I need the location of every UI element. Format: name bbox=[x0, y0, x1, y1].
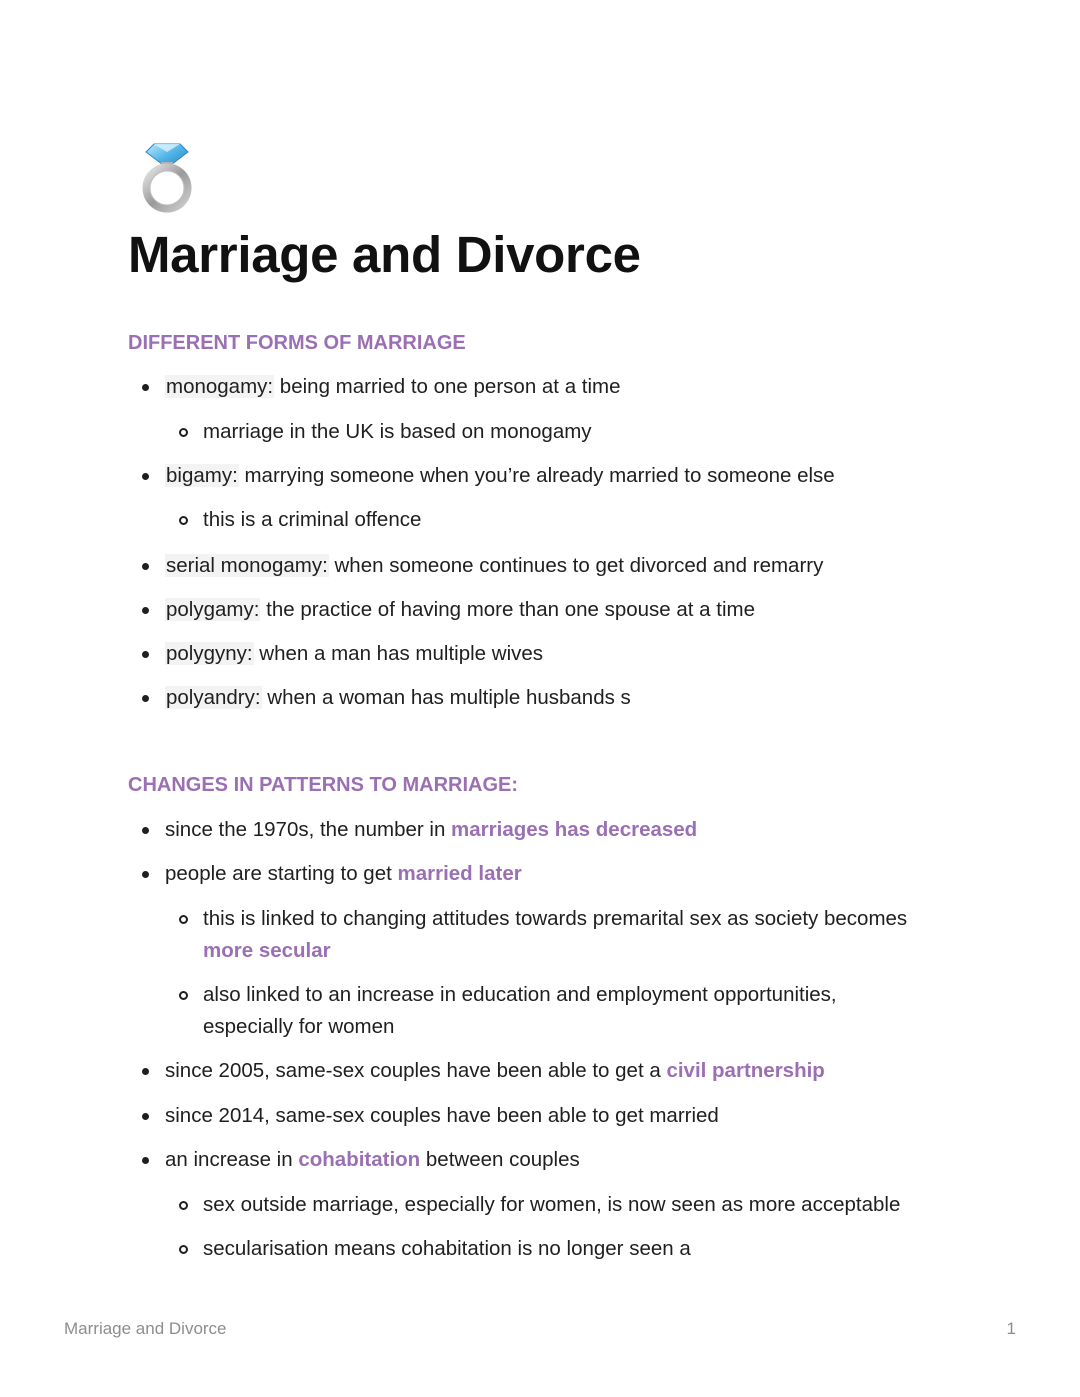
list-item: an increase in cohabitation between couples bbox=[165, 1144, 580, 1176]
section-heading-changes: CHANGES IN PATTERNS TO MARRIAGE: bbox=[128, 774, 519, 796]
page-number: 1 bbox=[1006, 1319, 1016, 1338]
bullet-icon bbox=[142, 384, 149, 391]
bullet-icon bbox=[142, 473, 149, 480]
circle-bullet-icon bbox=[179, 1245, 188, 1254]
circle-bullet-icon bbox=[179, 991, 188, 1000]
circle-bullet-icon bbox=[179, 516, 188, 525]
list-item: since the 1970s, the number in marriages has decreased bbox=[165, 814, 697, 846]
bullet-icon bbox=[142, 1068, 149, 1075]
bullet-icon bbox=[142, 651, 149, 658]
bullet-icon bbox=[142, 1113, 149, 1120]
list-item: polygamy: the practice of having more than one spouse at a time bbox=[165, 594, 755, 626]
circle-bullet-icon bbox=[179, 428, 188, 437]
list-item: this is linked to changing attitudes towards premarital sex as society becomes more secular bbox=[203, 903, 907, 967]
page-title: Marriage and Divorce bbox=[128, 226, 641, 283]
ring-icon bbox=[132, 138, 202, 214]
highlight-text: more secular bbox=[203, 939, 331, 962]
term: polygamy: bbox=[166, 598, 260, 621]
list-item: marriage in the UK is based on monogamy bbox=[203, 416, 592, 448]
term: polygyny: bbox=[166, 642, 253, 665]
bullet-icon bbox=[142, 695, 149, 702]
term: serial monogamy: bbox=[166, 554, 328, 577]
footer-title: Marriage and Divorce bbox=[64, 1319, 227, 1338]
section-heading-forms: DIFFERENT FORMS OF MARRIAGE bbox=[128, 332, 466, 354]
list-item: people are starting to get married later bbox=[165, 858, 522, 890]
bullet-icon bbox=[142, 827, 149, 834]
circle-bullet-icon bbox=[179, 915, 188, 924]
list-item: also linked to an increase in education and employment opportunities, especially for women bbox=[203, 979, 837, 1043]
list-item: serial monogamy: when someone continues to get divorced and remarry bbox=[165, 550, 823, 582]
list-item: since 2014, same-sex couples have been able to get married bbox=[165, 1100, 719, 1132]
list-item: sex outside marriage, especially for women, is now seen as more acceptable bbox=[203, 1189, 900, 1221]
term: monogamy: bbox=[166, 375, 274, 398]
circle-bullet-icon bbox=[179, 1201, 188, 1210]
list-item: since 2005, same-sex couples have been able to get a civil partnership bbox=[165, 1055, 825, 1087]
list-item: polyandry: when a woman has multiple husbands s bbox=[165, 682, 631, 714]
list-item: bigamy: marrying someone when you’re already married to someone else bbox=[165, 460, 835, 492]
highlight-text: married later bbox=[397, 862, 522, 885]
term: polyandry: bbox=[166, 686, 261, 709]
highlight-text: cohabitation bbox=[298, 1148, 421, 1171]
list-item: secularisation means cohabitation is no longer seen a bbox=[203, 1233, 691, 1265]
term: bigamy: bbox=[166, 464, 238, 487]
list-item: polygyny: when a man has multiple wives bbox=[165, 638, 543, 670]
highlight-text: civil partnership bbox=[666, 1059, 825, 1082]
bullet-icon bbox=[142, 871, 149, 878]
highlight-text: marriages has decreased bbox=[451, 818, 698, 841]
list-item: monogamy: being married to one person at a time bbox=[165, 371, 621, 403]
bullet-icon bbox=[142, 563, 149, 570]
list-item: this is a criminal offence bbox=[203, 504, 421, 536]
bullet-icon bbox=[142, 1157, 149, 1164]
bullet-icon bbox=[142, 607, 149, 614]
